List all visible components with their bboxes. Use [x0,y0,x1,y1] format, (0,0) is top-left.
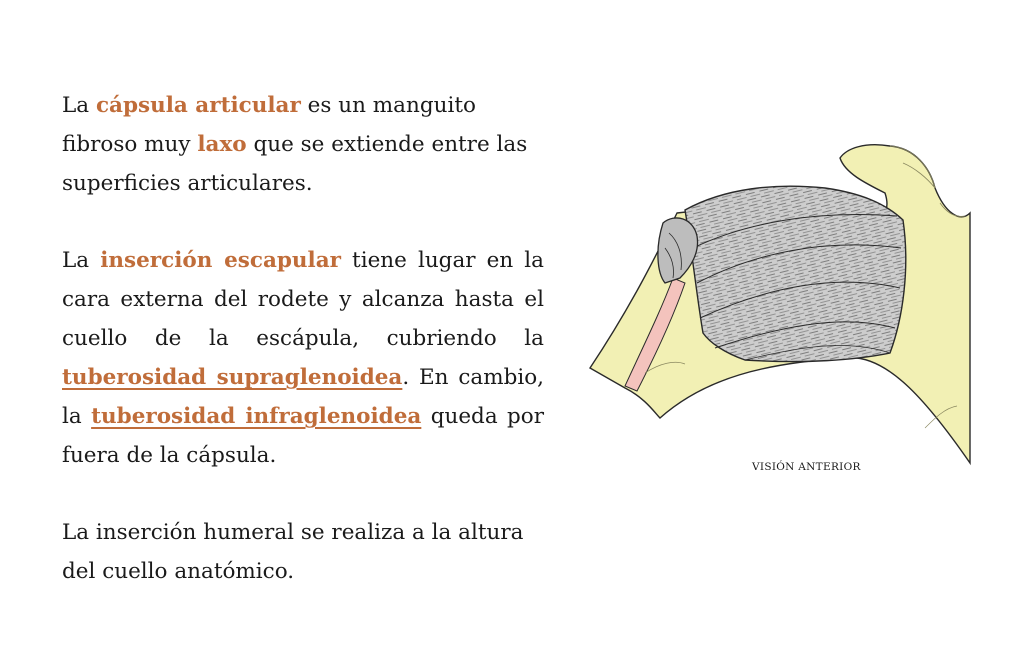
term-laxo: laxo [197,132,247,157]
link-tuberosidad-infraglenoidea[interactable]: tuberosidad infraglenoidea [91,404,422,429]
text-segment: tiene lugar en la cara externa del rodete y alcanza hasta el cuello de la escápula, cubriendo la [62,248,544,351]
shoulder-anatomy-illustration [585,128,985,488]
term-insercion-escapular: inserción escapular [100,248,341,273]
term-capsula-articular: cápsula articular [95,93,301,118]
paragraph-capsule [62,86,544,203]
joint-capsule [685,186,906,361]
paragraph-insercion-humeral: La inserción humeral se realiza a la altura del cuello anatómico. [62,520,524,584]
text-segment: que se extiende entre las superficies articulares. [62,132,528,196]
text-segment: . En cambio, la [62,365,544,429]
text-segment: La [62,93,96,118]
text-segment: La [62,248,101,273]
text-column [62,86,544,629]
text-segment: es un manguito fibroso muy [62,93,476,157]
text-segment: queda por fuera de la cápsula. [62,404,545,468]
figure-caption: VISIÓN ANTERIOR [752,461,861,473]
link-tuberosidad-supraglenoidea[interactable]: tuberosidad supraglenoidea [62,365,403,390]
paragraph-insercion-escapular [62,241,544,475]
shoulder-capsule-drawing [585,128,985,488]
